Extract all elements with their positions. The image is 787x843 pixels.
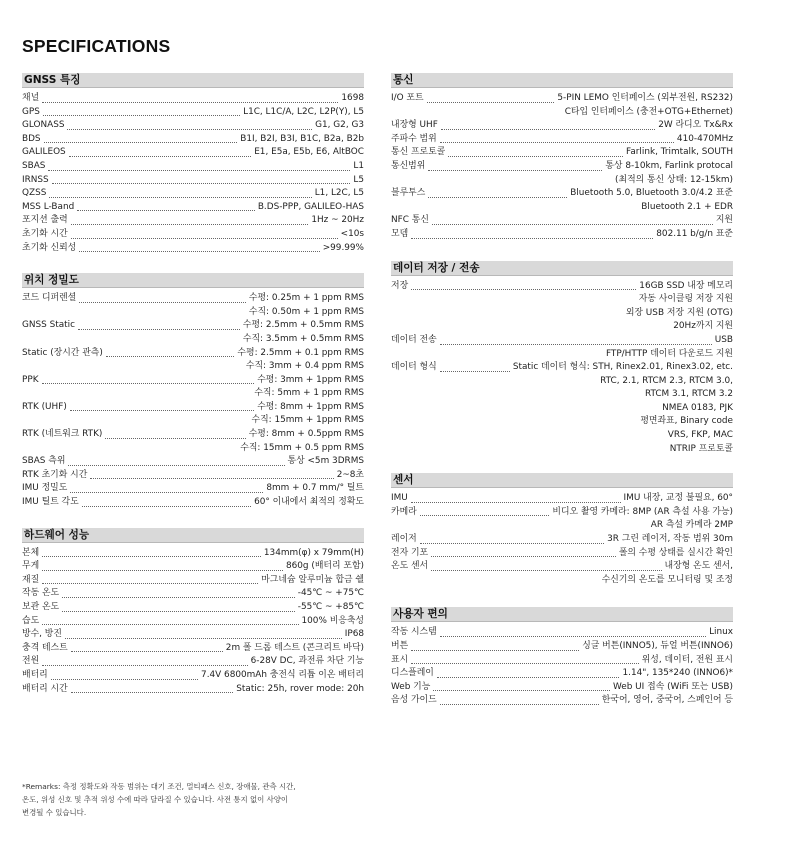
spec-value-continued: NTRIP 프로토콜 (669, 443, 733, 454)
spec-value: 싱글 버튼(INNO5), 듀얼 버튼(INNO6) (582, 641, 733, 651)
spec-row (22, 683, 364, 697)
spec-value: 비디오 촬영 카메라: 8MP (AR 측설 사용 가능) (552, 506, 733, 517)
spec-value: 7.4V 6800mAh 충전식 리튬 이온 배터리 (201, 669, 364, 680)
spec-value-continued: RTC, 2.1, RTCM 2.3, RTCM 3.0, (600, 375, 733, 386)
dot-leader (420, 542, 604, 544)
spec-row (22, 119, 364, 133)
spec-value: 134mm(φ) x 79mm(H) (263, 547, 364, 558)
dot-leader (440, 141, 674, 143)
dot-leader (105, 437, 245, 439)
section-header: 데이터 저장 / 전송 (391, 261, 733, 276)
spec-label: 무게 (22, 561, 40, 572)
spec-value: 860g (배터리 포함) (285, 561, 364, 572)
spec-value: Bluetooth 5.0, Bluetooth 3.0/4.2 표준 (570, 188, 733, 199)
spec-value: 2~8초 (336, 469, 364, 480)
spec-value-continued: 평면좌표, Binary code (640, 416, 733, 427)
spec-label: RTK (UHF) (22, 401, 67, 412)
spec-value-continued: 수직: 15mm + 0.5 ppm RMS (240, 442, 364, 453)
dot-leader (70, 491, 263, 493)
spec-label: 블루투스 (391, 188, 426, 199)
spec-row (391, 533, 733, 547)
dot-leader (82, 505, 251, 507)
spec-label: GLONASS (22, 120, 65, 131)
spec-value: IP68 (344, 629, 364, 640)
spec-label: 본체 (22, 547, 40, 558)
dot-leader (52, 182, 351, 184)
spec-row (22, 428, 364, 442)
spec-row (391, 492, 733, 506)
spec-label: SBAS (22, 160, 46, 171)
spec-value: >99.99% (322, 242, 364, 253)
spec-label: 통신범위 (391, 160, 426, 171)
spec-section (391, 473, 733, 587)
spec-value: 1698 (341, 93, 364, 103)
spec-row (22, 146, 364, 160)
spec-label: 데이터 형식 (391, 362, 437, 373)
spec-label: SBAS 측위 (22, 456, 66, 467)
spec-section (22, 73, 364, 255)
dot-leader (62, 610, 295, 612)
spec-value-continued: 수직: 3mm + 0.4 ppm RMS (245, 361, 364, 372)
dot-leader (437, 676, 620, 678)
spec-label: PPK (22, 374, 39, 385)
spec-value: G1, G2, G3 (315, 120, 364, 131)
dot-leader (71, 237, 338, 239)
spec-value-continued: FTP/HTTP 데이터 다운로드 지원 (605, 348, 733, 359)
spec-value: 5-PIN LEMO 인터페이스 (외부전원, RS232) (557, 93, 733, 103)
section-header: 통신 (391, 73, 733, 88)
dot-leader (79, 250, 319, 252)
spec-value-continued: 수직: 0.50m + 1 ppm RMS (248, 306, 364, 317)
spec-row (391, 640, 733, 654)
spec-label: 음성 가이드 (391, 695, 437, 706)
spec-value: 16GB SSD 내장 메모리 (639, 280, 733, 291)
spec-value: 3R 그린 레이저, 작동 범위 30m (607, 534, 733, 545)
dot-leader (42, 555, 261, 557)
dot-leader (49, 196, 311, 198)
spec-row (391, 560, 733, 574)
spec-label: IRNSS (22, 174, 49, 185)
spec-row (391, 280, 733, 294)
dot-leader (106, 355, 235, 357)
spec-row (22, 669, 364, 683)
dot-leader (440, 703, 599, 705)
spec-section (391, 607, 733, 708)
spec-value: 수평: 2.5mm + 0.5mm RMS (242, 320, 364, 331)
spec-label: MSS L-Band (22, 201, 75, 212)
spec-value: 802.11 b/g/n 표준 (656, 228, 733, 239)
spec-row (22, 547, 364, 561)
spec-value: Linux (709, 627, 733, 638)
dot-leader (68, 464, 284, 466)
spec-label: 보관 온도 (22, 602, 60, 612)
spec-row (22, 455, 364, 469)
spec-label: Static (장시간 관측) (22, 347, 103, 358)
spec-value: Farlink, Trimtalk, SOUTH (626, 147, 733, 158)
dot-leader (411, 662, 639, 664)
spec-value-continued: 수신기의 온도를 모니터링 및 조정 (601, 574, 733, 585)
spec-value: 통상 8-10km, Farlink protocal (605, 160, 733, 171)
spec-value: Static 데이터 형식: STH, Rinex2.01, Rinex3.02, etc. (512, 362, 733, 373)
spec-label: 전자 기포 (391, 547, 429, 558)
spec-label: Web 기능 (391, 681, 431, 692)
spec-section (391, 73, 733, 242)
spec-row (22, 92, 364, 106)
spec-row (391, 119, 733, 133)
dot-leader (51, 678, 198, 680)
dot-leader (440, 635, 706, 637)
spec-label: 표시 (391, 654, 409, 665)
spec-row (22, 347, 364, 361)
spec-row (391, 694, 733, 708)
dot-leader (411, 501, 621, 503)
spec-label: 데이터 전송 (391, 334, 437, 345)
spec-row (22, 160, 364, 174)
dot-leader (42, 664, 247, 666)
dot-leader (79, 301, 246, 303)
spec-label: 내장형 UHF (391, 120, 438, 131)
section-header: GNSS 특징 (22, 73, 364, 88)
spec-label: 초기화 시간 (22, 228, 68, 239)
spec-row (22, 615, 364, 629)
spec-label: QZSS (22, 188, 47, 199)
spec-value: 100% 비응축성 (301, 615, 364, 626)
spec-label: IMU 정밀도 (22, 483, 68, 494)
spec-row (391, 547, 733, 561)
spec-row (391, 160, 733, 174)
dot-leader (411, 237, 653, 239)
spec-row (391, 133, 733, 147)
spec-label: 전원 (22, 656, 40, 667)
spec-label: 주파수 범위 (391, 133, 437, 144)
section-header: 사용자 편의 (391, 607, 733, 622)
spec-value-continued: RTCM 3.1, RTCM 3.2 (644, 389, 733, 400)
dot-leader (42, 623, 298, 625)
spec-value: B1I, B2I, B3I, B1C, B2a, B2b (240, 133, 364, 144)
spec-label: 통신 프로토콜 (391, 147, 446, 158)
dot-leader (69, 155, 252, 157)
spec-label: GPS (22, 106, 40, 117)
spec-value: 6-28V DC, 과전류 차단 기능 (250, 656, 364, 667)
spec-row (391, 334, 733, 348)
spec-label: 작동 시스템 (391, 627, 437, 638)
spec-label: 초기화 신뢰성 (22, 242, 77, 253)
spec-row (22, 601, 364, 615)
spec-row (391, 667, 733, 681)
spec-label: 배터리 (22, 669, 48, 680)
spec-value: IMU 내장, 교정 불필요, 60° (623, 493, 733, 504)
dot-leader (411, 649, 579, 651)
spec-row (22, 401, 364, 415)
spec-label: 재질 (22, 574, 40, 585)
dot-leader (48, 169, 350, 171)
spec-value: Web UI 접속 (WiFi 또는 USB) (613, 681, 733, 692)
spec-label: GNSS Static (22, 320, 75, 331)
dot-leader (42, 569, 283, 571)
dot-leader (70, 409, 254, 411)
spec-value: L5 (353, 174, 364, 185)
dot-leader (71, 691, 234, 693)
spec-value: 한국어, 영어, 중국어, 스페인어 등 (601, 695, 733, 706)
spec-value-continued: 수직: 5mm + 1 ppm RMS (254, 388, 364, 399)
spec-label: 모뎀 (391, 228, 409, 239)
spec-value: L1C, L1C/A, L2C, L2P(Y), L5 (243, 106, 364, 117)
spec-value: 410-470MHz (676, 133, 733, 144)
spec-value: 위성, 데이터, 전원 표시 (641, 654, 733, 665)
spec-label: 디스플레이 (391, 668, 434, 679)
spec-row (391, 92, 733, 106)
spec-row (22, 201, 364, 215)
spec-row (22, 242, 364, 256)
spec-value: 내장형 온도 센서, (664, 561, 733, 572)
spec-label: IMU (391, 493, 408, 504)
spec-value-continued: 외장 USB 저장 지원 (OTG) (625, 307, 733, 318)
dot-leader (411, 288, 636, 290)
spec-value: 2W 라디오 Tx&Rx (658, 120, 733, 131)
dot-leader (428, 196, 567, 198)
dot-leader (65, 637, 342, 639)
spec-value-continued: AR 측설 카메라 2MP (650, 520, 733, 531)
right-column (391, 73, 733, 708)
dot-leader (78, 328, 240, 330)
spec-value: 수평: 8mm + 0.5ppm RMS (248, 429, 364, 440)
spec-value: USB (714, 334, 733, 345)
spec-value: -55℃ ~ +85℃ (297, 602, 364, 612)
spec-label: 습도 (22, 615, 40, 626)
spec-value: 1.14", 135*240 (INNO6)* (622, 668, 733, 679)
spec-label: 작동 온도 (22, 588, 60, 599)
spec-value: 60° 이내에서 최적의 정확도 (254, 497, 364, 508)
spec-row (22, 319, 364, 333)
dot-leader (420, 514, 550, 516)
spec-row (22, 560, 364, 574)
spec-row (22, 187, 364, 201)
spec-row (391, 187, 733, 201)
spec-label: 코드 디퍼렌셜 (22, 293, 77, 304)
spec-section (391, 261, 733, 457)
dot-leader (441, 128, 655, 130)
dot-leader (431, 569, 661, 571)
spec-value-continued: 수직: 15mm + 1ppm RMS (251, 415, 364, 426)
spec-row (22, 628, 364, 642)
spec-row (391, 214, 733, 228)
dot-leader (440, 343, 712, 345)
spec-value-continued: C타입 인터페이스 (충전+OTG+Ethernet) (564, 106, 733, 117)
spec-row (391, 681, 733, 695)
spec-label: 저장 (391, 280, 409, 291)
dot-leader (42, 101, 338, 103)
spec-value: B.DS-PPP, GALILEO-HAS (257, 201, 364, 212)
spec-value-continued: NMEA 0183, PJK (662, 402, 733, 413)
spec-label: 채널 (22, 93, 40, 103)
remarks-line: 변경될 수 있습니다. (22, 808, 87, 817)
spec-value-continued: 20Hz까지 지원 (673, 321, 733, 332)
spec-value: 수평: 8mm + 1ppm RMS (257, 401, 364, 412)
spec-row (22, 469, 364, 483)
spec-value: 2m 폴 드롭 테스트 (콘크리트 바닥) (225, 642, 364, 653)
dot-leader (431, 555, 616, 557)
spec-label: 버튼 (391, 641, 409, 651)
spec-value: 통상 <5m 3DRMS (287, 456, 364, 467)
spec-label: RTK (네트워크 RTK) (22, 429, 103, 440)
spec-row (391, 654, 733, 668)
spec-row (22, 133, 364, 147)
spec-value: -45℃ ~ +75℃ (297, 588, 364, 599)
dot-leader (77, 209, 255, 211)
spec-row (22, 214, 364, 228)
spec-value-continued: Bluetooth 2.1 + EDR (641, 201, 733, 212)
spec-value-continued: 수직: 3.5mm + 0.5mm RMS (242, 333, 364, 344)
spec-value: 지원 (715, 215, 733, 226)
spec-value-continued: VRS, FKP, MAC (667, 430, 733, 441)
spec-row (22, 292, 364, 306)
spec-value-continued: (최적의 통신 상태: 12-15km) (615, 174, 733, 185)
spec-row (391, 228, 733, 242)
spec-row (22, 174, 364, 188)
spec-row (391, 506, 733, 520)
spec-row (22, 482, 364, 496)
spec-value: 폴의 수평 상태를 실시간 확인 (618, 547, 733, 558)
spec-label: 방수, 방진 (22, 629, 62, 640)
remarks-line: 온도, 위성 신호 및 추적 위성 수에 따라 달라질 수 있습니다. 사전 통지 없이 사양이 (22, 795, 289, 804)
spec-value: 수평: 3mm + 1ppm RMS (257, 374, 364, 385)
section-header: 센서 (391, 473, 733, 488)
spec-value: L1 (353, 160, 364, 171)
dot-leader (427, 101, 555, 103)
spec-label: 충격 테스트 (22, 642, 68, 653)
spec-value-continued: 자동 사이클링 저장 지원 (638, 294, 733, 305)
spec-row (22, 374, 364, 388)
section-header: 하드웨어 성능 (22, 528, 364, 543)
dot-leader (428, 169, 602, 171)
dot-leader (90, 477, 333, 479)
spec-value: 마그네슘 알루미늄 합금 쉘 (261, 574, 364, 585)
spec-value: Static: 25h, rover mode: 20h (236, 683, 364, 694)
remarks (22, 780, 377, 819)
spec-value: 수평: 0.25m + 1 ppm RMS (248, 293, 364, 304)
dot-leader (433, 689, 610, 691)
spec-label: 배터리 시간 (22, 683, 68, 694)
dot-leader (432, 223, 713, 225)
spec-section (22, 273, 364, 510)
spec-row (22, 655, 364, 669)
dot-leader (42, 582, 258, 584)
spec-label: 온도 센서 (391, 561, 429, 572)
page-title: SPECIFICATIONS (22, 36, 171, 56)
dot-leader (44, 141, 238, 143)
spec-value: 1Hz ~ 20Hz (311, 215, 364, 226)
left-column (22, 73, 364, 696)
dot-leader (42, 382, 255, 384)
spec-row (391, 146, 733, 160)
section-header: 위치 정밀도 (22, 273, 364, 288)
spec-label: BDS (22, 133, 41, 144)
dot-leader (440, 370, 510, 372)
spec-value: <10s (340, 228, 364, 239)
spec-row (22, 574, 364, 588)
spec-label: I/O 포트 (391, 93, 424, 103)
dot-leader (448, 155, 623, 157)
spec-value: 8mm + 0.7 mm/° 틸트 (266, 483, 364, 494)
dot-leader (67, 128, 312, 130)
dot-leader (71, 223, 309, 225)
spec-label: GALILEOS (22, 147, 66, 158)
spec-label: NFC 통신 (391, 215, 429, 226)
spec-row (391, 361, 733, 375)
spec-value: 수평: 2.5mm + 0.1 ppm RMS (237, 347, 364, 358)
spec-label: 포지션 출력 (22, 215, 68, 226)
dot-leader (71, 650, 223, 652)
spec-row (22, 587, 364, 601)
spec-label: RTK 초기화 시간 (22, 469, 88, 480)
spec-row (22, 642, 364, 656)
spec-label: 레이저 (391, 534, 417, 545)
spec-row (391, 626, 733, 640)
spec-label: IMU 틸트 각도 (22, 497, 79, 508)
spec-row (22, 106, 364, 120)
spec-row (22, 496, 364, 510)
spec-value: L1, L2C, L5 (314, 188, 364, 199)
spec-label: 카메라 (391, 506, 417, 517)
dot-leader (62, 596, 295, 598)
spec-section (22, 528, 364, 697)
remarks-line: *Remarks: 측정 정확도와 작동 범위는 대기 조건, 멀티패스 신호, 장애물, 관측 시간, (22, 782, 296, 791)
dot-leader (43, 114, 240, 116)
spec-row (22, 228, 364, 242)
spec-value: E1, E5a, E5b, E6, AltBOC (254, 147, 364, 158)
